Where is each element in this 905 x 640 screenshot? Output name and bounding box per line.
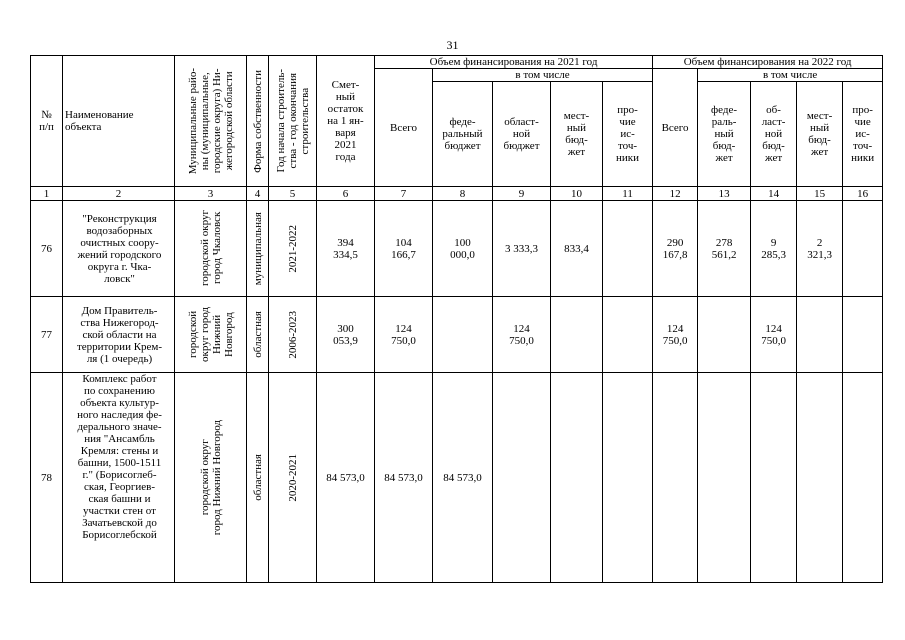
- other-2021-cell: [603, 373, 653, 583]
- total-2022-cell: 290 167,8: [653, 201, 698, 297]
- federal-2021-cell: 100 000,0: [433, 201, 493, 297]
- federal-2022-cell: [698, 373, 751, 583]
- years-cell: [269, 297, 317, 373]
- years-cell: [269, 373, 317, 583]
- column-number: 11: [603, 187, 653, 201]
- header-group-2022: Объем финансирования на 2022 год: [653, 56, 883, 69]
- ownership-cell: [247, 297, 269, 373]
- header-local-2022: мест- ный бюд- жет: [797, 82, 843, 187]
- municipality-text: городской округ город Нижний Новгород: [198, 419, 223, 536]
- total-2021-cell: 84 573,0: [375, 373, 433, 583]
- local-2022-cell: [797, 373, 843, 583]
- column-number: 16: [843, 187, 883, 201]
- column-number: 8: [433, 187, 493, 201]
- local-2021-cell: [551, 297, 603, 373]
- header-federal-2021: феде- ральный бюджет: [433, 82, 493, 187]
- header-other-2022: про- чие ис- точ- ники: [843, 82, 883, 187]
- other-2021-cell: [603, 297, 653, 373]
- local-2021-cell: 833,4: [551, 201, 603, 297]
- column-number: 4: [247, 187, 269, 201]
- header-regional-2022: об- ласт- ной бюд- жет: [751, 82, 797, 187]
- header-ownership-text: Форма собственности: [251, 69, 264, 173]
- federal-2021-cell: 84 573,0: [433, 373, 493, 583]
- years-cell: [269, 201, 317, 297]
- ownership-text: областная: [251, 311, 264, 358]
- local-2022-cell: 2 321,3: [797, 201, 843, 297]
- total-2021-cell: 124 750,0: [375, 297, 433, 373]
- header-group-2021: Объем финансирования на 2021 год: [375, 56, 653, 69]
- header-name: Наименование объекта: [63, 56, 175, 187]
- header-municipality: [175, 56, 247, 187]
- column-number: 3: [175, 187, 247, 201]
- table-row: [31, 201, 883, 297]
- row-number: 77: [31, 297, 63, 373]
- column-number: 5: [269, 187, 317, 201]
- object-name: Дом Правитель- ства Нижегород- ской области на территории Крем- ля (1 очередь): [63, 297, 175, 373]
- other-2022-cell: [843, 373, 883, 583]
- header-federal-2022: феде- раль- ный бюд- жет: [698, 82, 751, 187]
- header-local-2021: мест- ный бюд- жет: [551, 82, 603, 187]
- ownership-text: муниципальная: [251, 211, 264, 286]
- header-no: № п/п: [31, 56, 63, 187]
- years-text: 2006-2023: [286, 310, 299, 359]
- regional-2022-cell: 9 285,3: [751, 201, 797, 297]
- column-number: 2: [63, 187, 175, 201]
- municipality-cell: [175, 201, 247, 297]
- total-2022-cell: 124 750,0: [653, 297, 698, 373]
- regional-2021-cell: 3 333,3: [493, 201, 551, 297]
- ownership-cell: [247, 201, 269, 297]
- header-years: [269, 56, 317, 187]
- header-total-2022: Всего: [653, 69, 698, 187]
- total-2022-cell: [653, 373, 698, 583]
- regional-2021-cell: 124 750,0: [493, 297, 551, 373]
- header-including-2022: в том числе: [698, 69, 883, 82]
- column-number: 10: [551, 187, 603, 201]
- table-row: [31, 297, 883, 373]
- header-including-2021: в том числе: [433, 69, 653, 82]
- header-years-text: Год начала строитель- ства - год окончания строительства: [274, 69, 311, 173]
- local-2021-cell: [551, 373, 603, 583]
- ownership-cell: [247, 373, 269, 583]
- row-number: 76: [31, 201, 63, 297]
- object-name: "Реконструкция водозаборных очистных соору- жений городского округа г. Чка- ловск": [63, 201, 175, 297]
- years-text: 2021-2022: [286, 224, 299, 273]
- header-regional-2021: област- ной бюджет: [493, 82, 551, 187]
- column-number: 15: [797, 187, 843, 201]
- column-numbers-row: [31, 187, 883, 201]
- balance-cell: 300 053,9: [317, 297, 375, 373]
- balance-cell: 394 334,5: [317, 201, 375, 297]
- header-total-2021: Всего: [375, 69, 433, 187]
- column-number: 1: [31, 187, 63, 201]
- other-2021-cell: [603, 201, 653, 297]
- federal-2022-cell: 278 561,2: [698, 201, 751, 297]
- local-2022-cell: [797, 297, 843, 373]
- municipality-cell: [175, 297, 247, 373]
- municipality-text: городской округ город Чкаловск: [198, 210, 223, 287]
- header-other-2021: про- чие ис- точ- ники: [603, 82, 653, 187]
- federal-2022-cell: [698, 297, 751, 373]
- regional-2022-cell: [751, 373, 797, 583]
- column-number: 13: [698, 187, 751, 201]
- header-balance: Смет- ный остаток на 1 ян- варя 2021 года: [317, 56, 375, 187]
- other-2022-cell: [843, 297, 883, 373]
- municipality-cell: [175, 373, 247, 583]
- column-number: 12: [653, 187, 698, 201]
- header-ownership: [247, 56, 269, 187]
- page-number: 31: [446, 38, 459, 52]
- years-text: 2020-2021: [286, 453, 299, 502]
- row-number: 78: [31, 373, 63, 583]
- table-row: [31, 373, 883, 583]
- column-number: 6: [317, 187, 375, 201]
- financing-table: [30, 55, 883, 583]
- ownership-text: областная: [251, 454, 264, 501]
- regional-2022-cell: 124 750,0: [751, 297, 797, 373]
- municipality-text: городской округ город Нижний Новгород: [186, 307, 235, 362]
- balance-cell: 84 573,0: [317, 373, 375, 583]
- regional-2021-cell: [493, 373, 551, 583]
- other-2022-cell: [843, 201, 883, 297]
- column-number: 9: [493, 187, 551, 201]
- column-number: 7: [375, 187, 433, 201]
- federal-2021-cell: [433, 297, 493, 373]
- header-municipality-text: Муниципальные райо- ны (муниципальные, городские округа) Ни- жегородской области: [186, 67, 235, 175]
- object-name: Комплекс работ по сохранению объекта культур- ного наследия фе- дерального значе- ния "Ансамбль Кремля: стены и башни, 1500-1511 г." (Борисоглеб- ская, Георгиев- ская башни и участки стен от Зачатьевской до Борисоглебской: [63, 373, 175, 583]
- column-number: 14: [751, 187, 797, 201]
- total-2021-cell: 104 166,7: [375, 201, 433, 297]
